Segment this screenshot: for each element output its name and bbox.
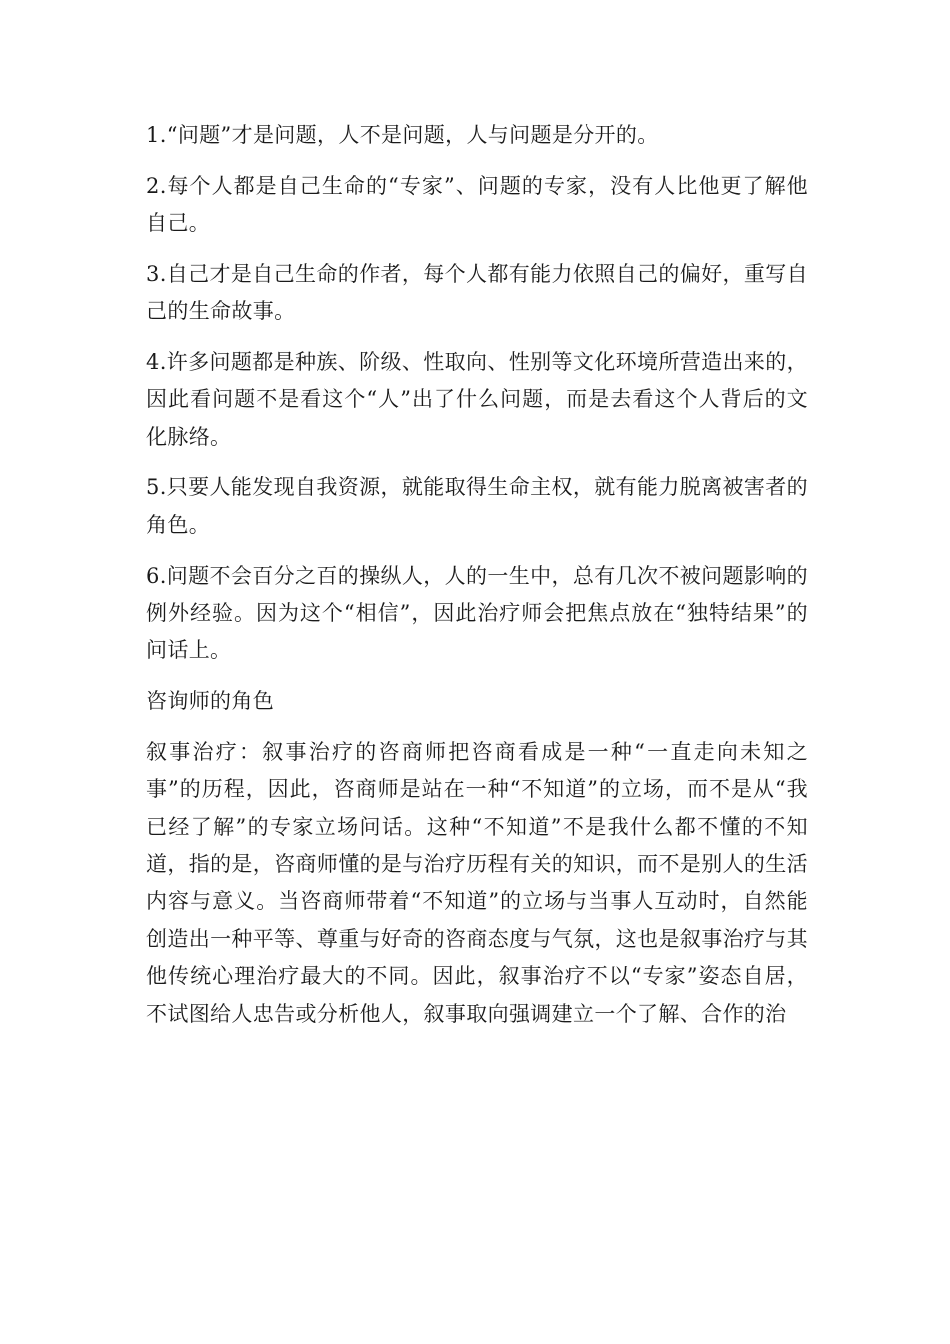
paragraph-item-1: 1.“问题”才是问题，人不是问题，人与问题是分开的。: [146, 123, 659, 147]
body-paragraph: 叙事治疗：叙事治疗的咨商师把咨商看成是一种“一直走向未知之事”的历程，因此，咨商师是站在一种“不知道”的立场，而不是从“我已经了解”的专家立场问话。这种“不知道”不是我什么都不懂的不知道，指的是，咨商师懂的是与治疗历程有关的知识，而不是别人的生活内容与意义。当咨商师带着“不知道”的立场与当事人互动时，自然能创造出一种平等、尊重与好奇的咨商态度与气氛，这也是叙事治疗与其他传统心理治疗最大的不同。因此，叙事治疗不以“专家”姿态自居，不试图给人忠告或分析他人，叙事取向强调建立一个了解、合作的治: [146, 739, 808, 1026]
paragraph-item-3: 3.自己才是自己生命的作者，每个人都有能力依照自己的偏好，重写自己的生命故事。: [146, 261, 808, 324]
paragraph-item-6: 6.问题不会百分之百的操纵人，人的一生中，总有几次不被问题影响的例外经验。因为这个“相信”，因此治疗师会把焦点放在“独特结果”的问话上。: [146, 563, 808, 663]
paragraph-item-5: 5.只要人能发现自我资源，就能取得生命主权，就有能力脱离被害者的角色。: [146, 475, 808, 537]
paragraph-item-4: 4.许多问题都是种族、阶级、性取向、性别等文化环境所营造出来的，因此看问题不是看这个“人”出了什么问题，而是去看这个人背后的文化脉络。: [146, 349, 808, 449]
document-page: [146, 117, 808, 1046]
section-heading: 咨询师的角色: [146, 689, 275, 714]
paragraph-item-2: 2.每个人都是自己生命的“专家”、问题的专家，没有人比他更了解他自己。: [146, 173, 808, 236]
